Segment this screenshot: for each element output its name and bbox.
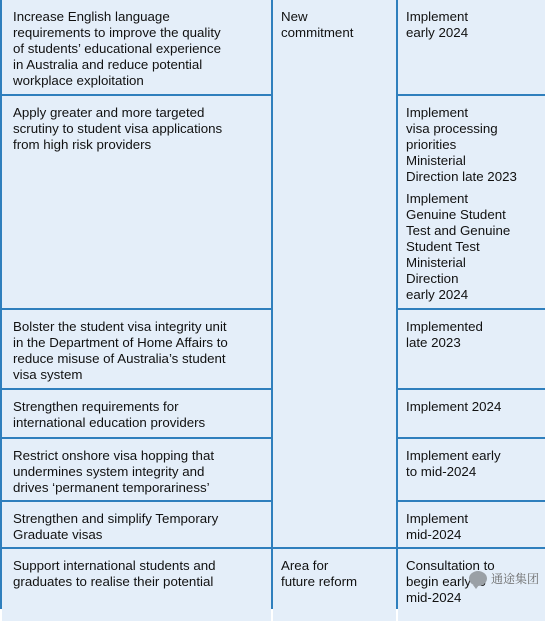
timing-text: Implement 2024: [406, 399, 541, 415]
timing-text: Implement early 2024: [406, 9, 541, 41]
action-text: Increase English language requirements to improve the quality of students’ educational experience in Australia and reduce potential workplace exploitation: [13, 9, 221, 88]
timing-cell: [398, 439, 545, 500]
watermark: [469, 570, 539, 587]
status-cell-new-commitment: [273, 0, 396, 547]
action-cell: [2, 549, 271, 621]
action-cell: [2, 502, 271, 547]
timing-text: Consultation to begin early to mid-2024: [406, 558, 541, 606]
action-cell: [2, 96, 271, 308]
action-text: Support international students and graduates to realise their potential: [13, 558, 216, 589]
timing-cell: [398, 96, 545, 308]
status-text: New commitment: [281, 9, 353, 40]
timing-text: Implement early to mid-2024: [406, 448, 541, 480]
timing-text: Implemented late 2023: [406, 319, 541, 351]
action-text: Bolster the student visa integrity unit in the Department of Home Affairs to reduce misuse of Australia’s student visa system: [13, 319, 228, 382]
chat-bubble-icon: [469, 571, 487, 586]
timing-text: Implement mid-2024: [406, 511, 541, 543]
timing-text: Implement Genuine Student Test and Genuine Student Test Ministerial Direction early 2024: [406, 191, 541, 303]
status-cell-future-reform: [273, 549, 396, 621]
action-text: Apply greater and more targeted scrutiny to student visa applications from high risk providers: [13, 105, 222, 152]
action-text: Strengthen requirements for international education providers: [13, 399, 205, 430]
action-cell: [2, 310, 271, 388]
action-cell: [2, 390, 271, 437]
watermark-text: 通途集团: [491, 570, 539, 587]
action-cell: [2, 0, 271, 94]
timing-cell: [398, 0, 545, 94]
timing-cell: [398, 310, 545, 388]
timing-text: Implement visa processing priorities Ministerial Direction late 2023: [406, 105, 541, 185]
action-cell: [2, 439, 271, 500]
action-text: Restrict onshore visa hopping that undermines system integrity and drives ‘permanent temporariness’: [13, 448, 214, 495]
action-text: Strengthen and simplify Temporary Graduate visas: [13, 511, 218, 542]
status-text: Area for future reform: [281, 558, 357, 589]
timing-cell: [398, 502, 545, 547]
timing-cell: [398, 390, 545, 437]
